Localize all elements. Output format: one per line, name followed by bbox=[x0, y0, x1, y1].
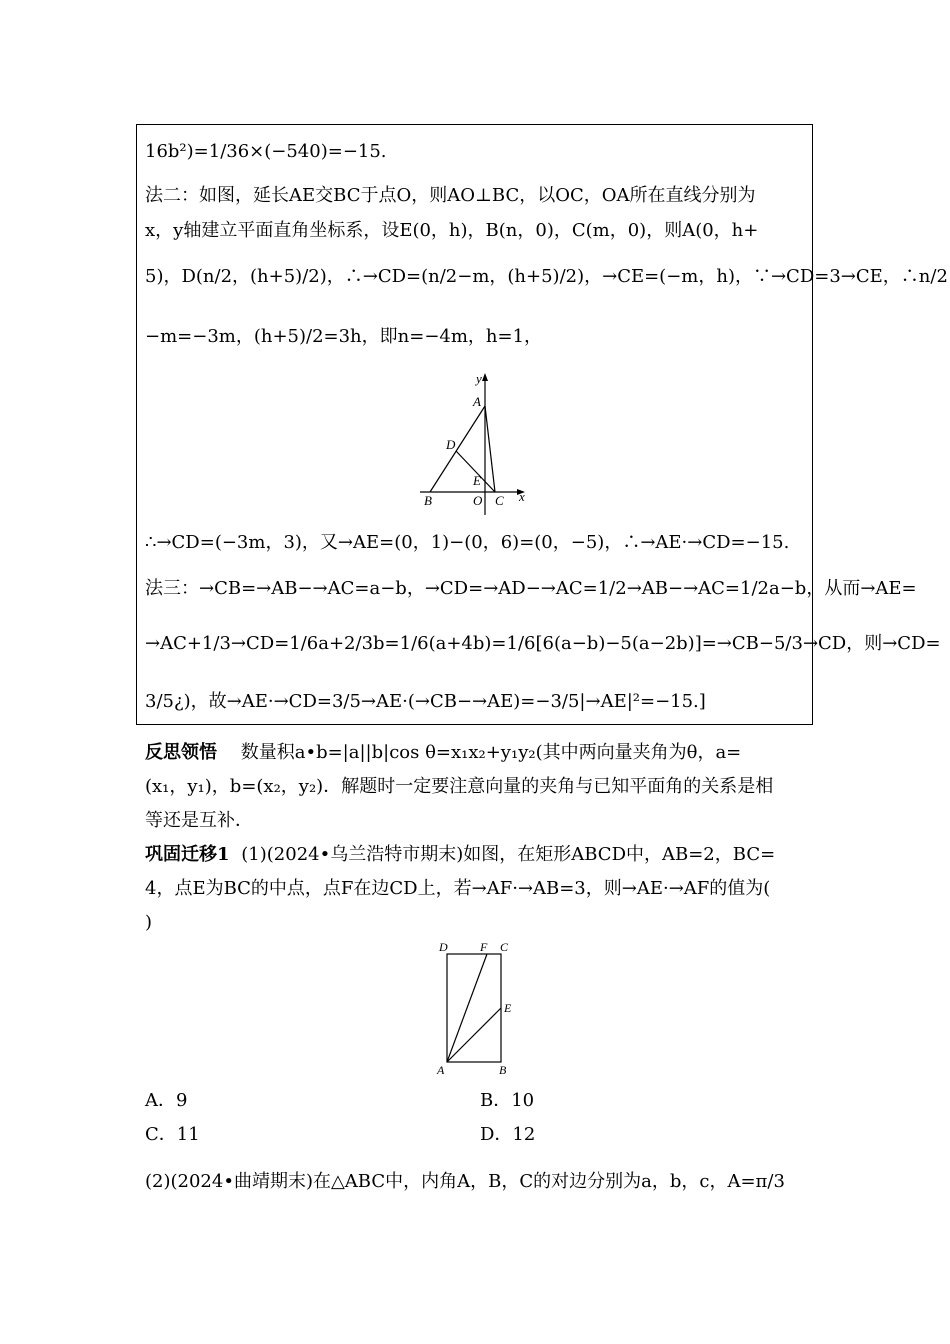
practice-line-1 bbox=[145, 843, 810, 867]
solution-line-4: 5)，D(n/2，(h+5)/2)，∴→CD=(n/2−m，(h+5)/2)，→CE=(−m，h)，∵→CD=3→CE，∴n/2 bbox=[145, 266, 948, 287]
option-d: D．12 bbox=[480, 1124, 536, 1145]
label-A: A bbox=[437, 1063, 445, 1077]
reflection-line-3: 等还是互补． bbox=[145, 810, 253, 831]
label-E: E bbox=[473, 473, 481, 488]
label-B: B bbox=[424, 493, 432, 508]
label-F: F bbox=[480, 940, 488, 954]
reflection-line-1 bbox=[145, 741, 810, 765]
solution-line-2: 法二：如图，延长AE交BC于点O，则AO⊥BC，以OC，OA所在直线分别为 bbox=[145, 185, 756, 206]
reflection-line-2: (x₁，y₁)，b=(x₂，y₂)．解题时一定要注意向量的夹角与已知平面角的关系是相 bbox=[145, 776, 774, 797]
label-C: C bbox=[500, 940, 509, 954]
label-C: C bbox=[495, 493, 504, 508]
solution-line-7: 法三：→CB=→AB−→AC=a−b，→CD=→AD−→AC=1/2→AB−→AC=1/2a−b，从而→AE= bbox=[145, 578, 917, 599]
practice-line-2: 4，点E为BC的中点，点F在边CD上，若→AF·→AB=3，则→AE·→AF的值为( bbox=[145, 878, 771, 899]
label-D: D bbox=[446, 437, 456, 452]
coordinate-figure bbox=[415, 368, 535, 518]
label-A: A bbox=[473, 394, 481, 409]
rectangle-ABCD bbox=[447, 954, 501, 1062]
solution-line-8: →AC+1/3→CD=1/6a+2/3b=1/6(a+4b)=1/6[6(a−b)−5(a−2b)]=→CB−5/3→CD，则→CD= bbox=[145, 633, 941, 654]
label-x: x bbox=[519, 489, 525, 504]
option-b: B．10 bbox=[480, 1090, 535, 1111]
practice-title: 巩固迁移1 bbox=[145, 844, 230, 865]
line-AE bbox=[447, 1008, 501, 1062]
line-AF bbox=[447, 954, 487, 1062]
rectangle-figure bbox=[432, 938, 522, 1078]
line-AC bbox=[485, 406, 495, 492]
solution-line-6: ∴→CD=(−3m，3)，又→AE=(0，1)−(0，6)=(0，−5)，∴→AE·→CD=−15. bbox=[145, 532, 790, 553]
reflection-title: 反思领悟 bbox=[145, 742, 217, 763]
solution-line-5: −m=−3m，(h+5)/2=3h，即n=−4m，h=1， bbox=[145, 326, 543, 347]
solution-line-9: 3/5¿)，故→AE·→CD=3/5→AE·(→CB−→AE)=−3/5|→AE|²=−15.] bbox=[145, 691, 706, 712]
solution-line-3: x，y轴建立平面直角坐标系，设E(0，h)，B(n，0)，C(m，0)，则A(0，h+ bbox=[145, 220, 759, 241]
label-y: y bbox=[476, 371, 482, 386]
label-O: O bbox=[473, 493, 483, 508]
question-2: (2)(2024•曲靖期末)在△ABC中，内角A，B，C的对边分别为a，b，c，A=π/3 bbox=[145, 1171, 785, 1192]
y-arrow bbox=[482, 373, 488, 381]
practice-text-1: (1)(2024•乌兰浩特市期末)如图，在矩形ABCD中，AB=2，BC= bbox=[241, 844, 776, 865]
label-D: D bbox=[439, 940, 448, 954]
option-c: C．11 bbox=[145, 1124, 200, 1145]
practice-line-3: ) bbox=[145, 912, 153, 933]
option-a: A．9 bbox=[145, 1090, 188, 1111]
label-E: E bbox=[504, 1001, 512, 1015]
solution-line-1: 16b²)=1/36×(−540)=−15. bbox=[145, 141, 387, 162]
reflection-text-1: 数量积a•b=|a||b|cos θ=x₁x₂+y₁y₂(其中两向量夹角为θ，a= bbox=[240, 742, 742, 763]
label-B: B bbox=[499, 1063, 507, 1077]
